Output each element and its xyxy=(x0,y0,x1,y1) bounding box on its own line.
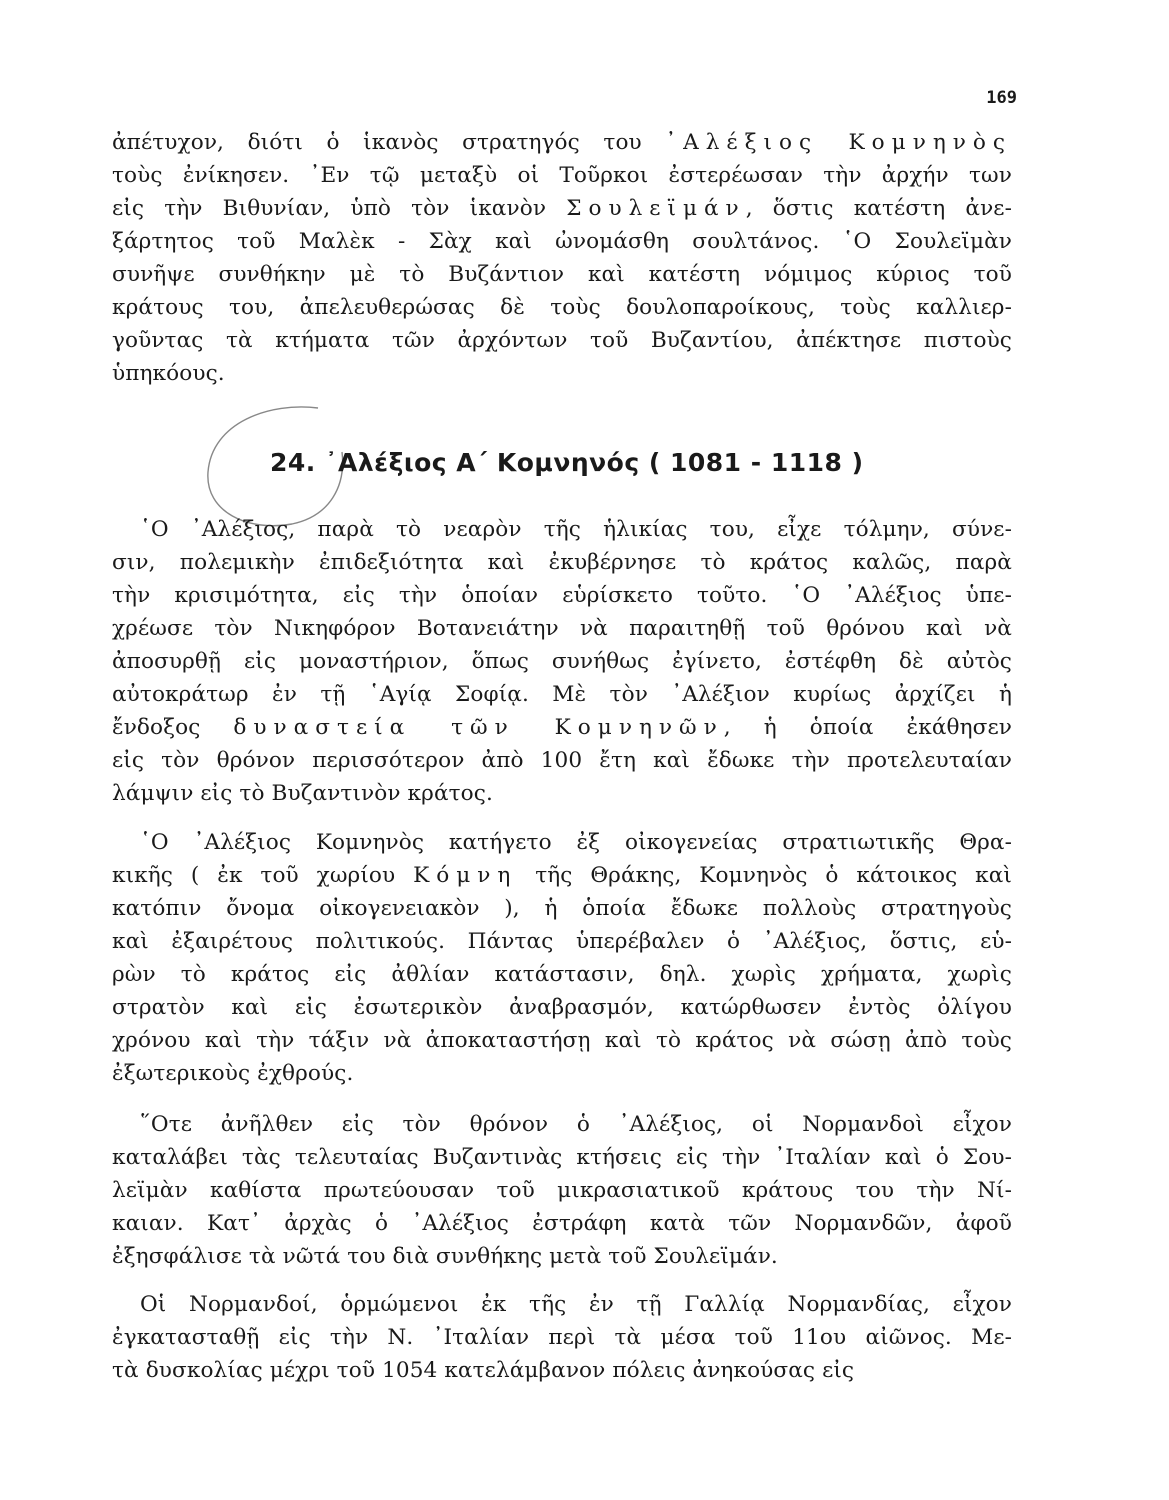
text-segment: , ἡ ὁποία ἐκάθησεν xyxy=(723,715,1013,740)
text-line xyxy=(112,612,1012,645)
text-segment: κικῆς ( ἐκ τοῦ χωρίου xyxy=(112,863,414,888)
text-segment: καταλάβει τὰς τελευταίας Βυζαντινὰς κτήσεις εἰς τὴν ᾿Ιταλίαν καὶ ὁ Σου- xyxy=(112,1145,1012,1170)
text-segment: στρατὸν καὶ εἰς ἐσωτερικὸν ἀναβρασμόν, κατώρθωσεν ἐντὸς ὀλίγου xyxy=(112,995,1012,1020)
text-segment: Οἱ Νορμανδοί, ὁρμώμενοι ἐκ τῆς ἐν τῇ Γαλλίᾳ Νορμανδίας, εἶχον xyxy=(140,1292,1012,1317)
text-line xyxy=(112,225,1012,258)
text-line xyxy=(112,159,1012,192)
text-line xyxy=(112,892,1012,925)
text-segment: ἐξωτερικοὺς ἐχθρούς. xyxy=(112,1061,354,1086)
text-line xyxy=(112,744,1012,777)
text-line xyxy=(112,1354,1012,1387)
paragraph-intro xyxy=(112,126,1012,390)
text-line xyxy=(112,1321,1012,1354)
text-line xyxy=(112,645,1012,678)
text-segment: ξάρτητος τοῦ Μαλὲκ - Σὰχ καὶ ὠνομάσθη σουλτάνος. ῾Ο Σουλεϊμὰν xyxy=(112,229,1012,254)
text-line xyxy=(112,513,1012,546)
text-line xyxy=(112,579,1012,612)
spaced-emphasis: δυναστεία τῶν Κομνηνῶν xyxy=(233,715,724,740)
text-segment: συνῆψε συνθήκην μὲ τὸ Βυζάντιον καὶ κατέστη νόμιμος κύριος τοῦ xyxy=(112,262,1012,287)
text-segment: εἰς τὸν θρόνον περισσότερον ἀπὸ 100 ἔτη καὶ ἔδωκε τὴν προτελευταίαν xyxy=(112,748,1012,773)
text-line xyxy=(112,1174,1012,1207)
text-segment: ἀπέτυχον, διότι ὁ ἱκανὸς στρατηγός του xyxy=(112,130,666,155)
text-segment: χρόνου καὶ τὴν τάξιν νὰ ἀποκαταστήσῃ καὶ τὸ κράτος νὰ σώσῃ ἀπὸ τοὺς xyxy=(112,1028,1012,1053)
text-segment: ῾Ο ᾿Αλέξιος, παρὰ τὸ νεαρὸν τῆς ἡλικίας του, εἶχε τόλμην, σύνε- xyxy=(140,517,1012,542)
spaced-emphasis: Κόμνη xyxy=(413,863,518,888)
text-segment: ῾Ο ᾿Αλέξιος Κομνηνὸς κατήγετο ἐξ οἰκογενείας στρατιωτικῆς Θρα- xyxy=(140,830,1012,855)
spaced-emphasis: Σουλεϊμάν xyxy=(566,196,746,221)
text-line xyxy=(112,1207,1012,1240)
text-segment: κατόπιν ὄνομα οἰκογενειακὸν ), ἡ ὁποία ἔδωκε πολλοὺς στρατηγοὺς xyxy=(112,896,1012,921)
text-segment: κράτους του, ἀπελευθερώσας δὲ τοὺς δουλοπαροίκους, τοὺς καλλιερ- xyxy=(112,295,1012,320)
text-line xyxy=(112,1141,1012,1174)
text-segment: ρὼν τὸ κράτος εἰς ἀθλίαν κατάστασιν, δηλ. χωρὶς χρήματα, χωρὶς xyxy=(112,962,1012,987)
text-line xyxy=(112,1240,1012,1273)
text-line xyxy=(112,859,1012,892)
text-line xyxy=(112,777,1012,810)
text-line xyxy=(112,258,1012,291)
paragraph-2 xyxy=(112,826,1012,1090)
paragraph-1 xyxy=(112,513,1012,810)
text-segment: γοῦντας τὰ κτήματα τῶν ἀρχόντων τοῦ Βυζαντίου, ἀπέκτησε πιστοὺς xyxy=(112,328,1012,353)
text-line xyxy=(112,546,1012,579)
text-segment: χρέωσε τὸν Νικηφόρον Βοτανειάτην νὰ παραιτηθῇ τοῦ θρόνου καὶ νὰ xyxy=(112,616,1012,641)
text-segment: ῞Οτε ἀνῆλθεν εἰς τὸν θρόνον ὁ ᾿Αλέξιος, οἱ Νορμανδοὶ εἶχον xyxy=(140,1112,1012,1137)
text-segment: λάμψιν εἰς τὸ Βυζαντινὸν κράτος. xyxy=(112,781,493,806)
text-line xyxy=(112,711,1012,744)
text-line xyxy=(112,991,1012,1024)
text-line xyxy=(112,958,1012,991)
text-line xyxy=(112,1288,1012,1321)
text-line xyxy=(112,126,1012,159)
text-segment: τῆς Θράκης, Κομνηνὸς ὁ κάτοικος καὶ xyxy=(517,863,1012,888)
text-segment: λεϊμὰν καθίστα πρωτεύουσαν τοῦ μικρασιατικοῦ κράτους του τὴν Νί- xyxy=(112,1178,1012,1203)
text-line xyxy=(112,678,1012,711)
text-line xyxy=(112,324,1012,357)
text-line xyxy=(112,925,1012,958)
text-segment: ἐγκατασταθῇ εἰς τὴν Ν. ᾿Ιταλίαν περὶ τὰ μέσα τοῦ 11ου αἰῶνος. Με- xyxy=(112,1325,1012,1350)
text-segment: τὰ δυσκολίας μέχρι τοῦ 1054 κατελάμβανον πόλεις ἀνηκούσας εἰς xyxy=(112,1358,855,1383)
text-segment: τὴν κρισιμότητα, εἰς τὴν ὁποίαν εὑρίσκετο τοῦτο. ῾Ο ᾿Αλέξιος ὑπε- xyxy=(112,583,1012,608)
text-line xyxy=(112,1108,1012,1141)
paragraph-3 xyxy=(112,1108,1012,1273)
text-segment: σιν, πολεμικὴν ἐπιδεξιότητα καὶ ἐκυβέρνησε τὸ κράτος καλῶς, παρὰ xyxy=(112,550,1012,575)
text-line xyxy=(112,1024,1012,1057)
text-line xyxy=(112,192,1012,225)
text-line xyxy=(112,291,1012,324)
text-segment: ἀποσυρθῇ εἰς μοναστήριον, ὅπως συνήθως ἐγίνετο, ἐστέφθη δὲ αὐτὸς xyxy=(112,649,1012,674)
text-line xyxy=(112,1057,1012,1090)
text-segment: ἐξησφάλισε τὰ νῶτά του διὰ συνθήκης μετὰ τοῦ Σουλεϊμάν. xyxy=(112,1244,778,1269)
text-segment: ὑπηκόους. xyxy=(112,361,225,386)
text-segment: αὐτοκράτωρ ἐν τῇ ῾Αγίᾳ Σοφίᾳ. Μὲ τὸν ᾿Αλέξιον κυρίως ἀρχίζει ἡ xyxy=(112,682,1012,707)
paragraph-4 xyxy=(112,1288,1012,1387)
text-line xyxy=(112,357,1012,390)
spaced-emphasis: ᾿Αλέξιος Κομνηνὸς xyxy=(665,130,1012,155)
text-segment: ἔνδοξος xyxy=(112,715,234,740)
text-segment: καὶ ἐξαιρέτους πολιτικούς. Πάντας ὑπερέβαλεν ὁ ᾿Αλέξιος, ὅστις, εὑ- xyxy=(112,929,1012,954)
text-segment: εἰς τὴν Βιθυνίαν, ὑπὸ τὸν ἱκανὸν xyxy=(112,196,567,221)
section-heading: 24. ᾿Αλέξιος Α΄ Κομνηνός ( 1081 - 1118 ) xyxy=(270,448,864,477)
text-segment: , ὅστις κατέστη ἀνε- xyxy=(745,196,1012,221)
text-line xyxy=(112,826,1012,859)
page-number: 169 xyxy=(986,88,1017,108)
text-segment: καιαν. Κατ᾿ ἀρχὰς ὁ ᾿Αλέξιος ἐστράφη κατὰ τῶν Νορμανδῶν, ἀφοῦ xyxy=(112,1211,1012,1236)
text-segment: τοὺς ἐνίκησεν. ᾿Εν τῷ μεταξὺ οἱ Τοῦρκοι ἐστερέωσαν τὴν ἀρχήν των xyxy=(112,163,1012,188)
